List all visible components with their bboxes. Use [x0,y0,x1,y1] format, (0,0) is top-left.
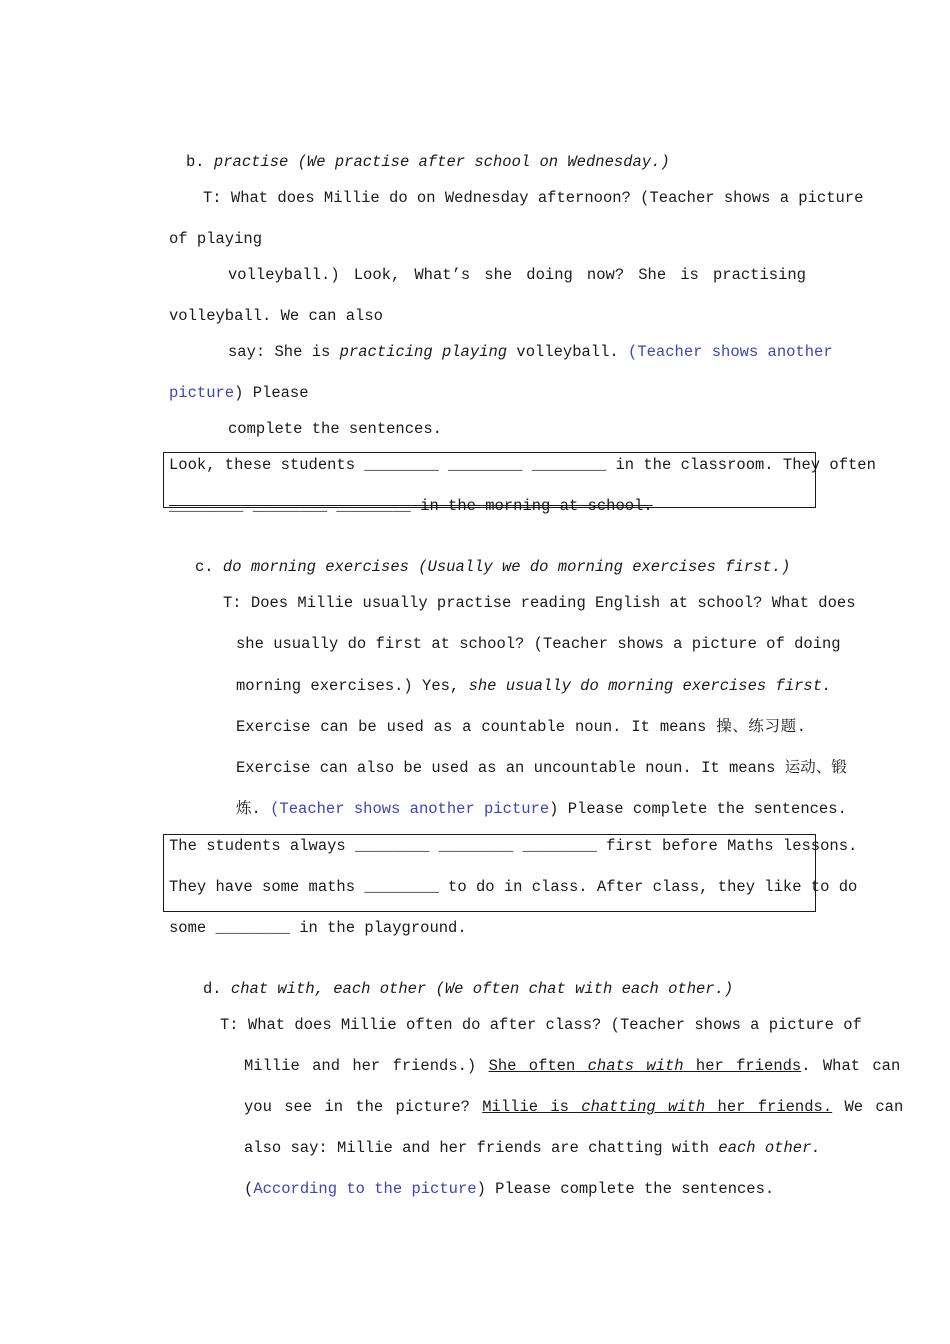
section-c-line-1: T: Does Millie usually practise reading English at school? What does [223,594,856,612]
section-b-line-1: T: What does Millie do on Wednesday afternoon? (Teacher shows a picture [203,189,864,207]
section-d-line-3: you see in the picture? Millie is chatting with her friends. We can [244,1098,904,1116]
section-c-label: c. [195,558,214,576]
section-c-line-4: Exercise can be used as a countable noun. It means 操、练习题. [236,718,806,736]
section-b-line-4: volleyball. We can also [169,307,383,325]
exercise-c-line-2: They have some maths ________ to do in class. After class, they like to do [169,878,858,896]
section-c-title: do morning exercises (Usually we do morning exercises first.) [222,558,791,576]
section-c-line-6: 炼. (Teacher shows another picture) Please complete the sentences. [236,800,847,818]
section-b-line-3: volleyball.) Look, What’s she doing now? She is practising [228,266,806,284]
section-c-line-3: morning exercises.) Yes, she usually do morning exercises first. [236,677,832,695]
section-d-line-5: (According to the picture) Please complete the sentences. [244,1180,775,1198]
section-b-heading [186,152,823,172]
section-d-title: chat with, each other (We often chat with each other.) [230,980,734,998]
section-b-line-7: complete the sentences. [228,420,442,438]
section-c-heading [195,557,832,577]
exercise-c-line-3: some ________ in the playground. [169,919,467,937]
section-c-line-2: she usually do first at school? (Teacher shows a picture of doing [236,635,841,653]
section-d-label: d. [203,980,222,998]
section-b-label: b. [186,153,205,171]
exercise-c-line-1: The students always ________ ________ ________ first before Maths lessons. [169,837,858,855]
section-b-line-2: of playing [169,230,263,248]
section-d-line-4: also say: Millie and her friends are chatting with each other. [244,1139,821,1157]
section-b-line-6: picture) Please [169,384,309,402]
section-c-line-5: Exercise can also be used as an uncountable noun. It means 运动、锻 [236,759,847,777]
exercise-b-line-2: ________ ________ ________ in the morning at school. [169,497,653,515]
section-b-title: practise (We practise after school on Wednesday.) [213,153,670,171]
section-d-line-2: Millie and her friends.) She often chats with her friends. What can [244,1057,901,1075]
section-d-heading [203,979,840,999]
section-d-line-1: T: What does Millie often do after class? (Teacher shows a picture of [220,1016,862,1034]
exercise-b-line-1: Look, these students ________ ________ ________ in the classroom. They often [169,456,876,474]
section-b-line-5: say: She is practicing playing volleyball. (Teacher shows another [228,343,833,361]
